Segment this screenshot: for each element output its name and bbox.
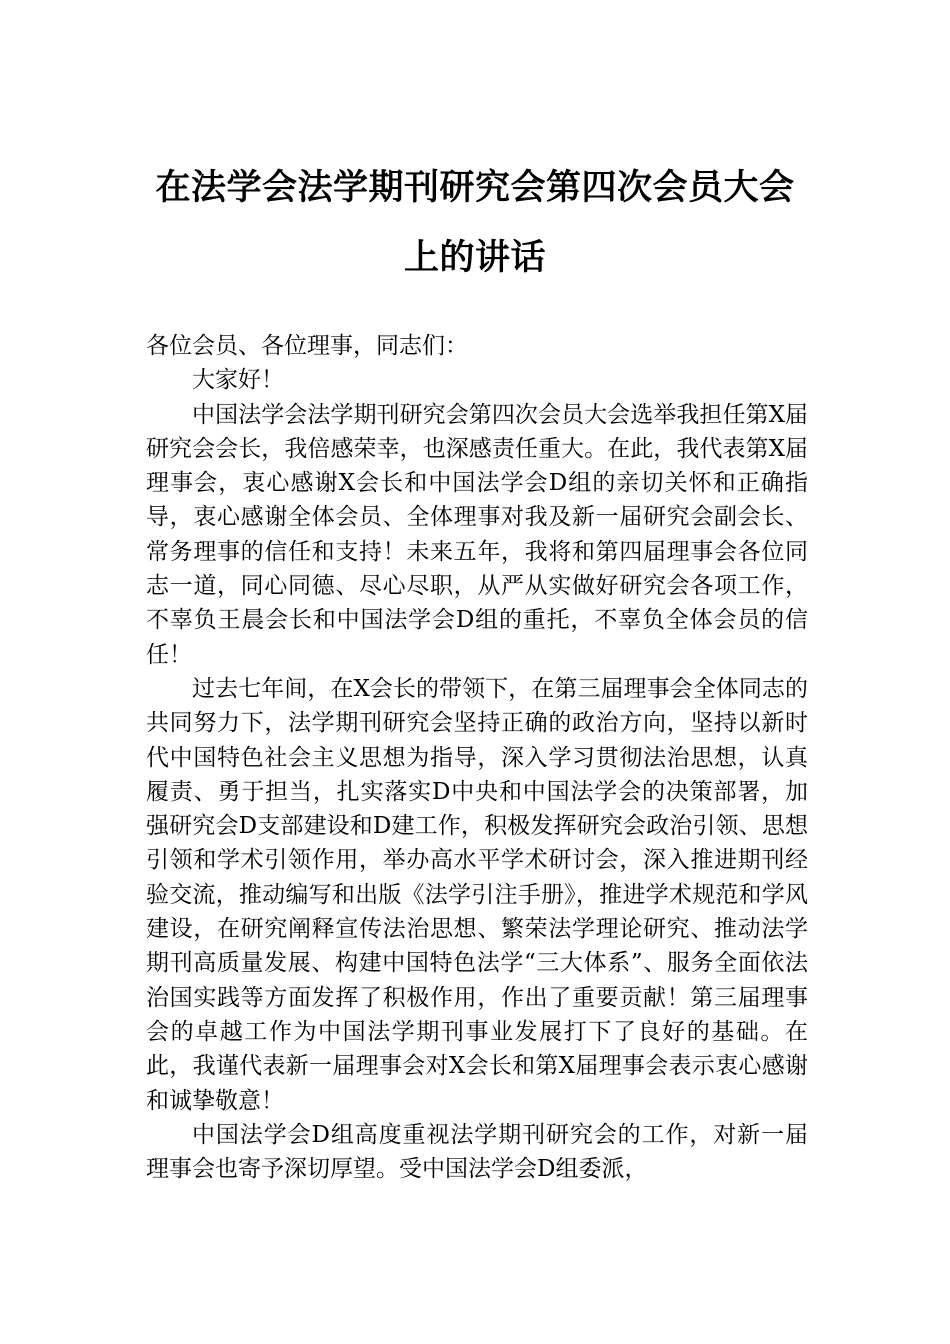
paragraph-3: 中国法学会D组高度重视法学期刊研究会的工作，对新一届理事会也寄予深切厚望。受中国法学会D组委派， xyxy=(146,1121,808,1183)
document-title-line-1: 在法学会法学期刊研究会第四次会员大会 xyxy=(155,167,795,208)
salutation: 各位会员、各位理事，同志们： xyxy=(146,333,468,359)
paragraph-2: 过去七年间，在X会长的带领下，在第三届理事会全体同志的共同努力下，法学期刊研究会坚持正确的政治方向，坚持以新时代中国特色社会主义思想为指导，深入学习贯彻法治思想，认真履责、勇于担当，扎实落实D中央和中国法学会的决策部署，加强研究会D支部建设和D建工作，积极发挥研究会政治引领、思想引领和学术引领作用，举办高水平学术研讨会，深入推进期刊经验交流，推动编写和出版《法学引注手册》，推进学术规范和学风建设，在研究阐释宣传法治思想、繁荣法学理论研究、推动法学期刊高质量发展、构建中国特色法学“三大体系”、服务全面依法治国实践等方面发挥了积极作用，作出了重要贡献！第三届理事会的卓越工作为中国法学期刊事业发展打下了良好的基础。在此，我谨代表新一届理事会对X会长和第X届理事会表示衷心感谢和诚挚敬意！ xyxy=(146,675,808,1114)
document-body xyxy=(146,329,808,1186)
paragraph-1: 中国法学会法学期刊研究会第四次会员大会选举我担任第X届研究会会长，我倍感荣幸，也深感责任重大。在此，我代表第X届理事会，衷心感谢X会长和中国法学会D组的亲切关怀和正确指导，衷心感谢全体会员、全体理事对我及新一届研究会副会长、常务理事的信任和支持！未来五年，我将和第四届理事会各位同志一道，同心同德、尽心尽职，从严从实做好研究会各项工作，不辜负王晨会长和中国法学会D组的重托，不辜负全体会员的信任！ xyxy=(146,401,808,668)
greeting: 大家好！ xyxy=(192,367,284,394)
document-title-line-2: 上的讲话 xyxy=(403,237,546,278)
